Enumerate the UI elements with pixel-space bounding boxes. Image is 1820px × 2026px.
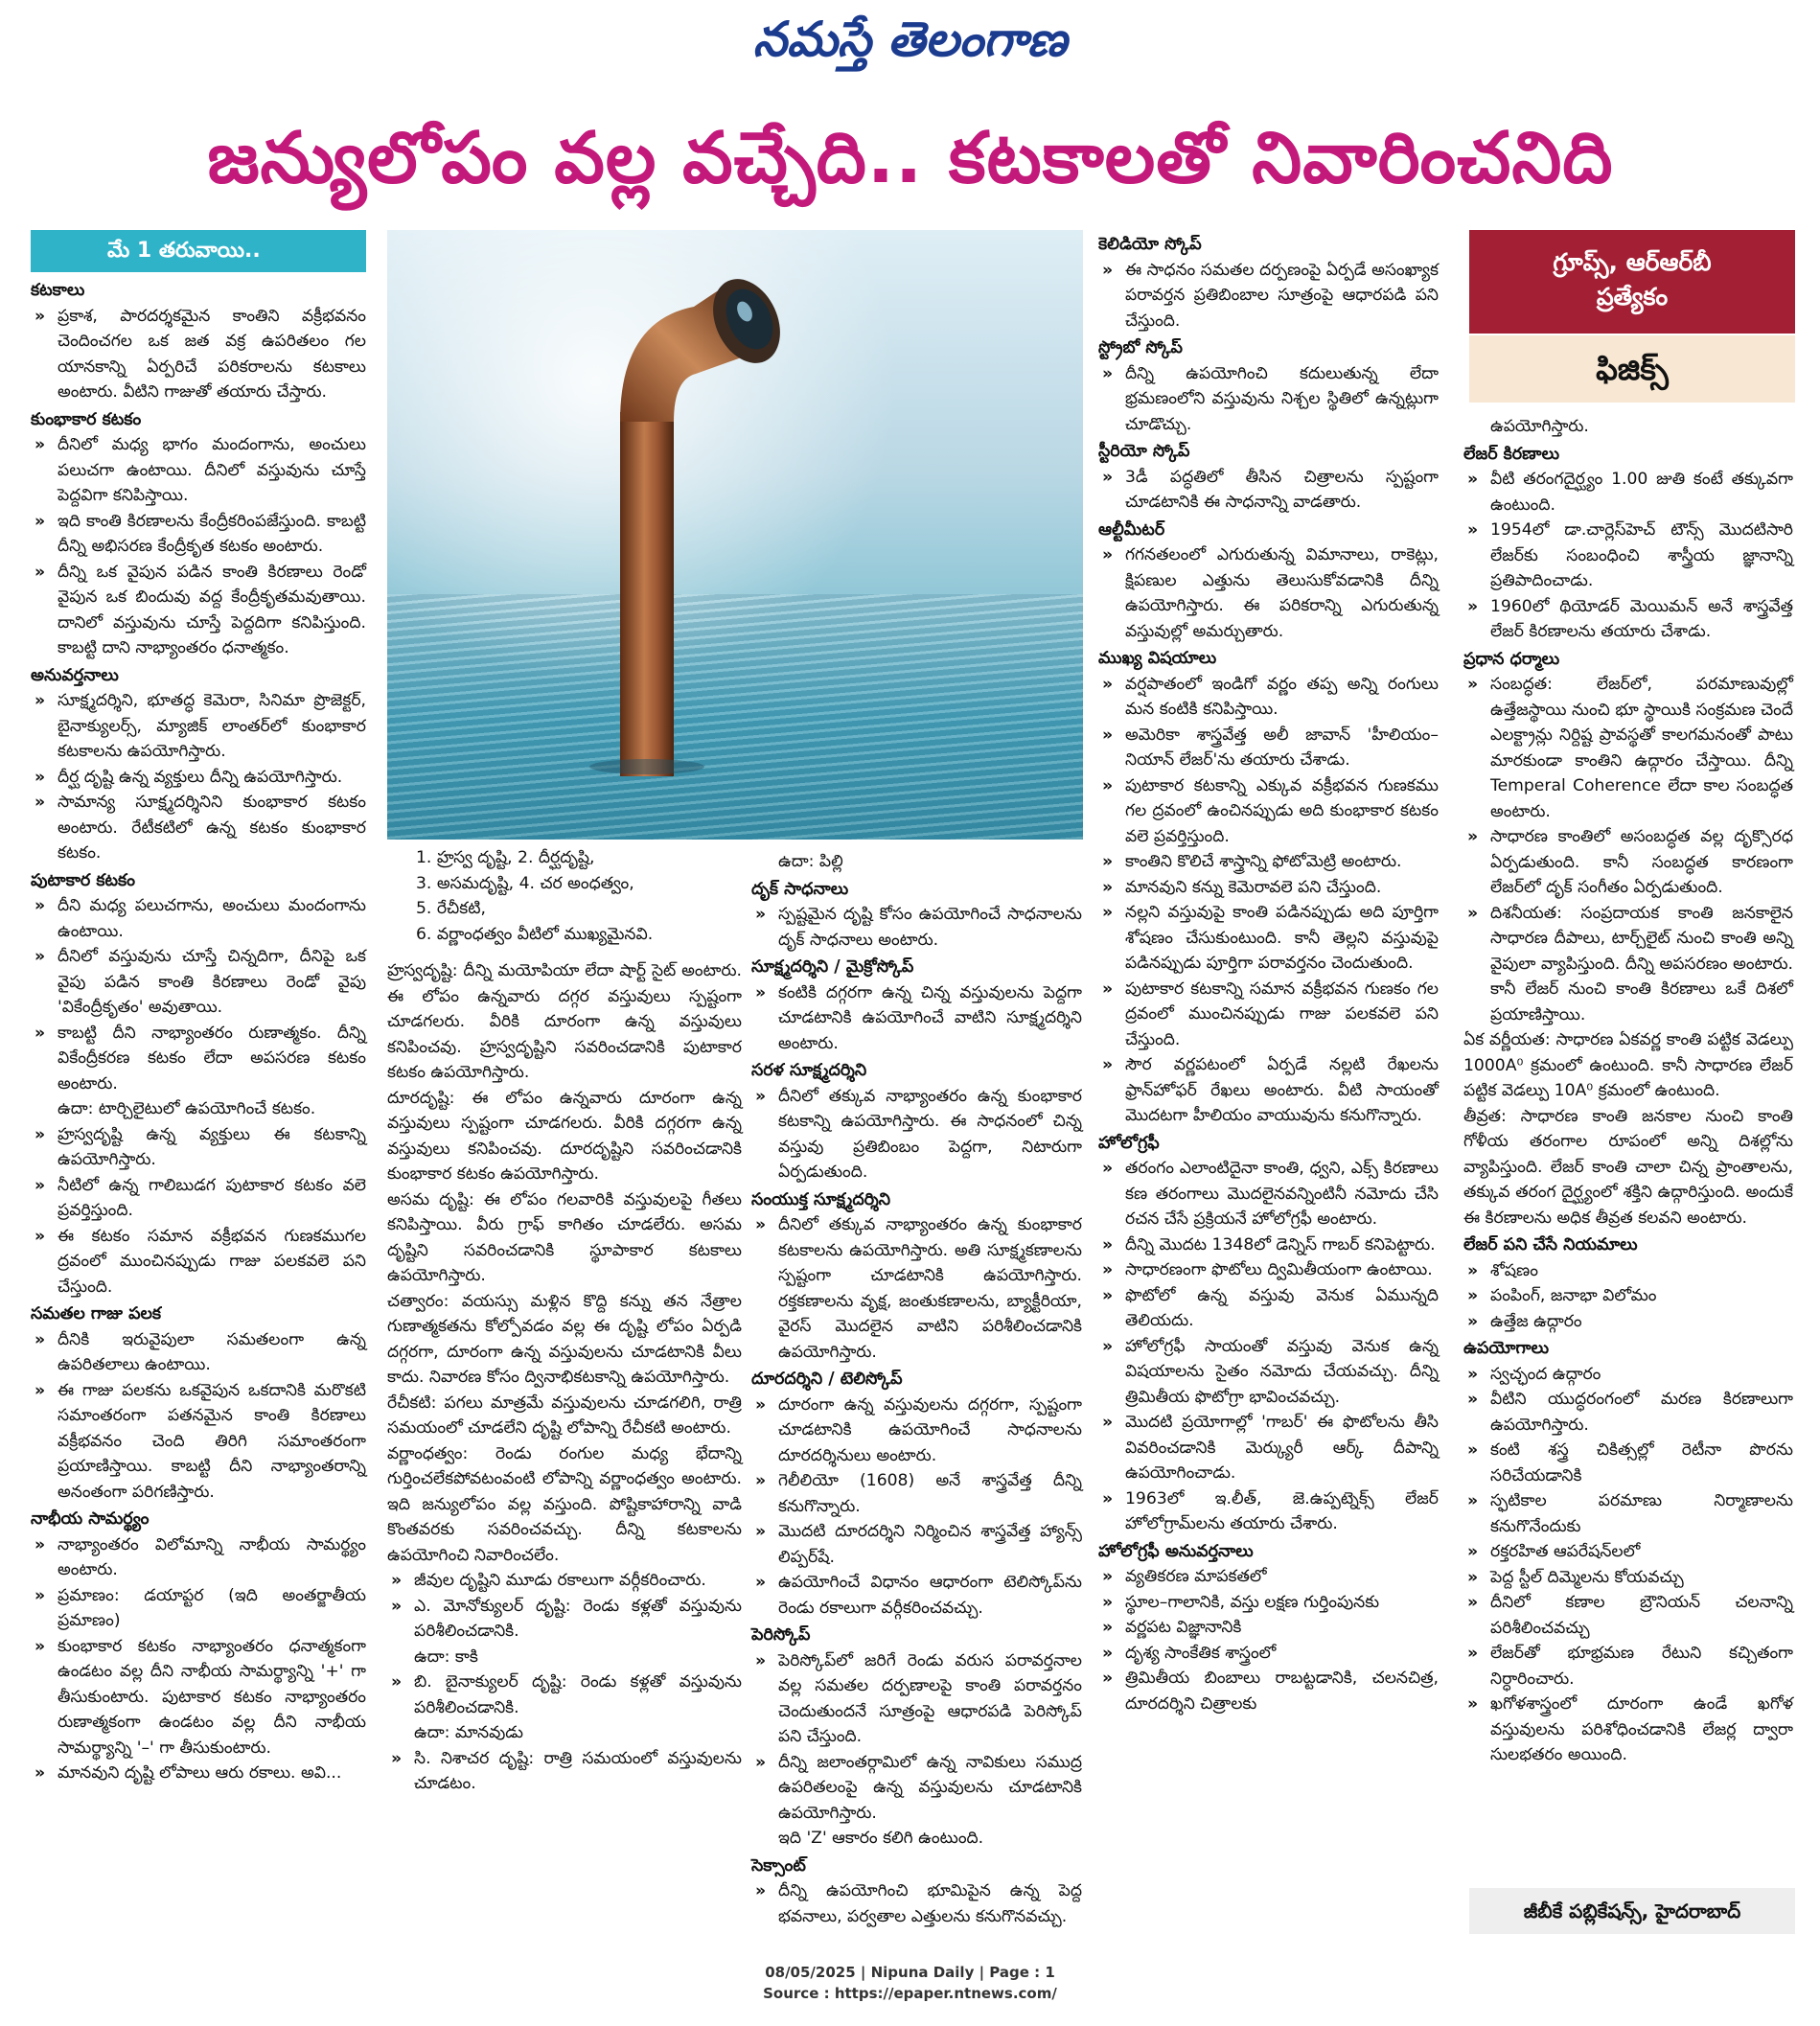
paragraph: » శోషణం xyxy=(1463,1258,1793,1284)
paragraph: ఏక వర్ణీయత: సాధారణ ఏకవర్ణ కాంతి పట్టిక వెడల్పు 1000A⁰ క్రమంలో ఉంటుంది. కానీ సాధారణ లేజర్‌ పట్టిక వెడల్పు 10A⁰ క్రమంలో ఉంటుంది. xyxy=(1463,1030,1793,1100)
paragraph: » ఈ కటకం సమాన వక్రీభవన గుణకముగల ద్రవంలో ముంచినప్పుడు గాజు పలకవలె పని చేస్తుంది. xyxy=(31,1224,366,1301)
paragraph: హ్రస్వదృష్టి: దీన్ని మయోపియా లేదా షార్ట్‌ సైట్‌ అంటారు. ఈ లోపం ఉన్నవారు దగ్గర వస్తువులు స్పష్టంగా చూడగలరు. వీరికి దూరంగా ఉన్న వస్తువులు కనిపించవు. హ్రస్వదృష్టిని సవరించడానికి పుటాకార కటకం ఉపయోగిస్తారు. xyxy=(387,961,742,1082)
paragraph: వర్ణాంధత్వం: రెండు రంగుల మధ్య భేదాన్ని గుర్తించలేకపోవటంవంటి లోపాన్ని వర్ణాంధత్వం అంటారు. ఇది జన్యులోపం వల్ల వస్తుంది. పోష్టికాహారాన్ని వాడి కొంతవరకు సవరించవచ్చు. దీన్ని కటకాలను ఉపయోగించి నివారించలేం. xyxy=(387,1443,742,1565)
section-heading: సంయుక్త సూక్ష్మదర్శిని xyxy=(751,1189,891,1209)
section-heading: లేజర్‌ కిరణాలు xyxy=(1463,444,1560,464)
paragraph: » కాంతిని కొలిచే శాస్త్రాన్ని ఫోటోమెట్రి అంటారు. xyxy=(1098,849,1439,875)
section-heading: అనువర్తనాలు xyxy=(31,665,119,685)
paragraph: » ఈ సాధనం సమతల దర్పణంపై ఏర్పడే అసంఖ్యాక పరావర్తన ప్రతిబింబాల సూత్రంపై ఆధారపడి పని చేస్తుంది. xyxy=(1098,258,1439,334)
paragraph: » నల్లని వస్తువుపై కాంతి పడినప్పుడు అది పూర్తిగా శోషణం చేసుకుంటుంది. కానీ తెల్లని వస్తువుపై పడినప్పుడు పూర్తిగా పరావర్తనం చెందుతుంది. xyxy=(1098,900,1439,977)
paragraph: » పుటాకార కటకాన్ని ఎక్కువ వక్రీభవన గుణకము గల ద్రవంలో ఉంచినప్పుడు అది కుంభాకార కటకం వలె ప్రవర్తిస్తుంది. xyxy=(1098,773,1439,850)
paragraph: » బి. బైనాక్యులర్‌ దృష్టి: రెండు కళ్లతో వస్తువును పరిశీలించడానికి. xyxy=(387,1669,742,1720)
continued-kicker: మే 1 తరువాయి.. xyxy=(31,230,366,272)
paragraph: » ఉత్తేజ ఉద్గారం xyxy=(1463,1309,1793,1335)
paragraph: » కంటికి దగ్గరగా ఉన్న చిన్న వస్తువులను పెద్దగా చూడటానికి ఉపయోగించే వాటిని సూక్ష్మదర్శిని అంటారు. xyxy=(751,980,1082,1057)
paragraph: » సాధారణ కాంతిలో అసంబద్ధత వల్ల దృక్సొరధ ఏర్పడుతుంది. కానీ సంబద్ధత కారణంగా లేజర్‌లో దృక్‌ సంగీతం ఏర్పడుతుంది. xyxy=(1463,824,1793,901)
section-heading: స్టీరియో స్కోప్‌ xyxy=(1098,442,1190,461)
paragraph: » దిశనీయత: సంప్రదాయక కాంతి జనకాలైన సాధారణ దీపాలు, టార్చ్‌లైట్‌ నుంచి కాంతి అన్ని వైపులా వ్యాపిస్తుంది. దీన్ని అపసరణం అంటారు. కానీ లేజర్‌ నుంచి కాంతి కిరణాలు ఒకే దిశలో ప్రయాణిస్తాయి. xyxy=(1463,901,1793,1028)
column-1 xyxy=(31,230,366,1786)
paragraph: ఉపయోగిస్తారు. xyxy=(1490,417,1589,436)
section-heading: దూరదర్శిని / టెలిస్కోప్‌ xyxy=(751,1370,903,1389)
paragraph: » తరంగం ఎలాంటిదైనా కాంతి, ధ్వని, ఎక్స్‌ కిరణాలు కణ తరంగాలు మొదలైనవన్నింటినీ నమోదు చేసి రచన చేసే ప్రక్రియనే హోలోగ్రఫీ అంటారు. xyxy=(1098,1156,1439,1232)
column-3-body xyxy=(751,849,1082,1929)
section-heading: ముఖ్య విషయాలు xyxy=(1098,649,1217,668)
paragraph: » స్ఫటికాల పరమాణు నిర్మాణాలను కనుగొనేందుకు xyxy=(1463,1488,1793,1539)
paragraph: » 3డీ పద్ధతిలో తీసిన చిత్రాలను స్పష్టంగా చూడటానికి ఈ సాధనాన్ని వాడతారు. xyxy=(1098,465,1439,516)
paragraph: » సి. నిశాచర దృష్టి: రాత్రి సమయంలో వస్తువులను చూడటం. xyxy=(387,1746,742,1797)
paragraph: » నాభ్యాంతరం విలోమాన్ని నాభీయ సామర్థ్యం అంటారు. xyxy=(31,1532,366,1583)
paragraph: » పుటాకార కటకాన్ని సమాన వక్రీభవన గుణకం గల ద్రవంలో ముంచినప్పుడు గాజు పలకవలె పని చేస్తుంది. xyxy=(1098,977,1439,1053)
paragraph: » వీటి తరంగదైర్ఘ్యం 1.00 జుతి కంటే తక్కువగా ఉంటుంది. xyxy=(1463,467,1793,518)
paragraph: » దీనిలో తక్కువ నాభ్యాంతరం ఉన్న కుంభాకార కటకాన్ని ఉపయోగిస్తారు. ఈ సాధనంలో చిన్న వస్తువు ప్రతిబింబం పెద్దగా, నిటారుగా ఏర్పడుతుంది. xyxy=(751,1084,1082,1186)
list-item: 1. హ్రస్వ దృష్టి, 2. దీర్ఘదృష్టి, xyxy=(416,848,595,867)
paragraph: » సామాన్య సూక్ష్మదర్శినిని కుంభాకార కటకం అంటారు. రేటీకటిలో ఉన్న కటకం కుంభాకార కటకం. xyxy=(31,790,366,866)
paragraph: » హోలోగ్రఫీ సాయంతో వస్తువు వెనుక ఉన్న విషయాలను సైతం నమోదు చేయవచ్చు. దీన్ని త్రిమితీయ ఫొటోగ్రా భావించవచ్చు. xyxy=(1098,1334,1439,1411)
paragraph: దూరదృష్టి: ఈ లోపం ఉన్నవారు దూరంగా ఉన్న వస్తువులు స్పష్టంగా చూడగలరు. వీరికి దగ్గరగా ఉన్న వస్తువులు కనిపించవు. దూరదృష్టిని సవరించడానికి కుంభాకార కటకం ఉపయోగిస్తారు. xyxy=(387,1088,742,1184)
paragraph: » సాధారణంగా ఫొటోలు ద్విమితీయంగా ఉంటాయి. xyxy=(1098,1257,1439,1283)
paragraph: ఉదా: మానవుడు xyxy=(414,1723,523,1742)
paragraph: » దీన్ని జలాంతర్గామిలో ఉన్న నావికులు సముద్ర ఉపరితలంపై ఉన్న వస్తువులను చూడటానికి ఉపయోగిస్తారు. xyxy=(751,1750,1082,1827)
paragraph: అసమ దృష్టి: ఈ లోపం గలవారికి వస్తువులపై గీతలు కనిపిస్తాయి. వీరు గ్రాఫ్‌ కాగితం చూడలేరు. అసమ దృష్టిని సవరించడానికి స్థూపాకార కటకాలు ఉపయోగిస్తారు. xyxy=(387,1189,742,1285)
paragraph: » కుంభాకార కటకం నాభ్యాంతరం ధనాత్మకంగా ఉండటం వల్ల దీని నాభీయ సామర్థ్యాన్ని '+' గా తీసుకుంటారు. పుటాకార కటకం నాభ్యాంతరం రుణాత్మకంగా ఉండటం వల్ల దీని నాభీయ సామర్థ్యాన్ని '–' గా తీసుకుంటారు. xyxy=(31,1634,366,1761)
paragraph: » నీటిలో ఉన్న గాలిబుడగ పుటాకార కటకం వలె ప్రవర్తిస్తుంది. xyxy=(31,1173,366,1224)
vision-defects-list xyxy=(412,845,738,947)
paragraph: » దీనిలో తక్కువ నాభ్యాంతరం ఉన్న కుంభాకార కటకాలను ఉపయోగిస్తారు. అతి సూక్ష్మకణాలను స్పష్టంగా చూడటానికి ఉపయోగిస్తారు. రక్తకణాలను వృక్ష, జంతుకణాలను, బ్యాక్టీరియా, వైరస్‌ మొదలైన వాటిని పరిశీలించడానికి ఉపయోగిస్తారు. xyxy=(751,1212,1082,1365)
column-4-body xyxy=(1098,230,1439,1716)
paragraph: » దృశ్య సాంకేతిక శాస్త్రంలో xyxy=(1098,1641,1439,1667)
paragraph: » స్వచ్ఛంద ఉద్గారం xyxy=(1463,1362,1793,1388)
paragraph: » హ్రస్వదృష్టి ఉన్న వ్యక్తులు ఈ కటకాన్ని ఉపయోగిస్తారు. xyxy=(31,1122,366,1173)
paragraph: » స్థూల–గాలానికి, వస్తు లక్షణ గుర్తింపునకు xyxy=(1098,1590,1439,1616)
paragraph: ఇది 'Z' ఆకారం కలిగి ఉంటుంది. xyxy=(778,1829,984,1848)
paragraph: » వీటిని యుద్ధరంగంలో మరణ కిరణాలుగా ఉపయోగిస్తారు. xyxy=(1463,1387,1793,1438)
list-item: 6. వర్ణాంధత్వం వీటిలో ముఖ్యమైనవి. xyxy=(416,924,654,944)
paragraph: » రక్తరహిత ఆపరేషన్‌లలో xyxy=(1463,1539,1793,1565)
paragraph: చత్వారం: వయస్సు మళ్లిన కొద్ది కన్ను తన నేత్రాల గుణాత్మకతను కోల్పోవడం వల్ల ఈ దృష్టి లోపం ఏర్పడి దగ్గరగా, దూరంగా ఉన్న వస్తువులను చూడటానికి వీలు కాదు. నివారణ కోసం ద్వినాభికటకాన్ని ఉపయోగిస్తారు. xyxy=(387,1291,742,1387)
paragraph: » దీన్ని మొదట 1348లో డెన్నిస్‌ గాబర్‌ కనిపెట్టారు. xyxy=(1098,1232,1439,1258)
subject-badge: ఫిజిక్స్‌ xyxy=(1469,335,1795,403)
article-headline: జన్యులోపం వల్ల వచ్చేది.. కటకాలతో నివారించనిది xyxy=(207,117,1614,199)
section-heading: కుంభాకార కటకం xyxy=(31,409,142,429)
paragraph: » దీన్ని ఒక వైపున పడిన కాంతి కిరణాలు రెండో వైపున ఒక బిందువు వద్ద కేంద్రీకృతమవుతాయి. దానిలో వస్తువును చూస్తే పెద్దదిగా కనిపిస్తుంది. కాబట్టి దాని నాభ్యాంతరం ధనాత్మకం. xyxy=(31,560,366,661)
section-heading: హోలోగ్రఫీ xyxy=(1098,1133,1160,1153)
paragraph: » అమెరికా శాస్త్రవేత్త అలీ జావాన్‌ 'హీలియం–నియాన్‌ లేజర్‌'ను తయారు చేశాడు. xyxy=(1098,723,1439,773)
paragraph: » దీన్ని ఉపయోగించి కదులుతున్న లేదా భ్రమణంలోని వస్తువును నిశ్చల స్థితిలో ఉన్నట్లుగా చూడొచ్చు. xyxy=(1098,361,1439,438)
paragraph: » ఈ గాజు పలకను ఒకవైపున ఒకదానికి మరొకటి సమాంతరంగా పతనమైన కాంతి కిరణాలు వక్రీభవనం చెంది తిరిగి సమాంతరంగా ప్రయాణిస్తాయి. కాబట్టి దీని నాభ్యాంతరాన్ని అనంతంగా పరిగణిస్తారు. xyxy=(31,1378,366,1506)
paragraph: » స్పష్టమైన దృష్టి కోసం ఉపయోగించే సాధనాలను దృక్‌ సాధనాలు అంటారు. xyxy=(751,902,1082,953)
paragraph: ఉదా: కాకి xyxy=(414,1646,478,1667)
section-heading: లేజర్‌ పని చేసే నియమాలు xyxy=(1463,1235,1638,1255)
section-heading: ఉపయోగాలు xyxy=(1463,1339,1550,1358)
paragraph: » ఖగోళశాస్త్రంలో దూరంగా ఉండే ఖగోళ వస్తువులను పరిశోధించడానికి లేజర్ల ద్వారా సులభతరం అయింది. xyxy=(1463,1692,1793,1768)
paragraph: » ప్రకాశ, పారదర్శకమైన కాంతిని వక్రీభవనం చెందించగల ఒక జత వక్ర ఉపరితలం గల యానకాన్ని ఏర్పరిచే పరికరాలను కటకాలు అంటారు. వీటిని గాజుతో తయారు చేస్తారు. xyxy=(31,304,366,405)
newspaper-masthead: నమస్తే తెలంగాణ xyxy=(752,11,1068,67)
paragraph: » వర్ణపట విజ్ఞానానికి xyxy=(1098,1615,1439,1641)
water-ripple xyxy=(589,759,704,774)
section-heading: సమతల గాజు పలక xyxy=(31,1304,162,1324)
column-2-body xyxy=(387,958,742,1797)
section-heading: పుటాకార కటకం xyxy=(31,870,136,890)
paragraph: » దీనిలో కణాల బ్రౌనియన్‌ చలనాన్ని పరిశీలించవచ్చు xyxy=(1463,1590,1793,1641)
periscope-photo xyxy=(387,230,1083,840)
footer-date-page: 08/05/2025 | Nipuna Daily | Page : 1 xyxy=(765,1964,1055,1981)
paragraph: » త్రిమితీయ బింబాలు రాబట్టడానికి, చలనచిత్ర, దూరదర్శిని చిత్రాలకు xyxy=(1098,1666,1439,1716)
section-heading: ఆల్టీమీటర్‌ xyxy=(1098,519,1165,540)
paragraph: » జీవుల దృష్టిని మూడు రకాలుగా వర్గీకరించారు. xyxy=(387,1568,742,1594)
paragraph: » వర్షపాతంలో ఇండిగో వర్ణం తప్ప అన్ని రంగులు మన కంటికి కనిపిస్తాయి. xyxy=(1098,672,1439,723)
paragraph: » దీర్ఘ దృష్టి ఉన్న వ్యక్తులు దీన్ని ఉపయోగిస్తారు. xyxy=(31,765,366,791)
column-1-body xyxy=(31,278,366,1786)
publisher-credit: జీబీకే పబ్లికేషన్స్‌, హైదరాబాద్‌ xyxy=(1469,1888,1795,1934)
paragraph: » ప్రమాణం: డయాప్టర (ఇది అంతర్జాతీయ ప్రమాణం) xyxy=(31,1583,366,1634)
badge-line-1: గ్రూప్స్‌, ఆర్‌ఆర్‌బీ xyxy=(1553,248,1712,276)
paragraph: » ఎ. మోనోక్యులర్‌ దృష్టి: రెండు కళ్లతో వస్తువును పరిశీలించడానికి. xyxy=(387,1594,742,1645)
paragraph: » దీనిలో మధ్య భాగం మందంగాను, అంచులు పలుచగా ఉంటాయి. దీనిలో వస్తువును చూస్తే పెద్దవిగా కనిపిస్తాయి. xyxy=(31,432,366,509)
column-5-body xyxy=(1463,414,1793,1768)
section-heading: నాభీయ సామర్థ్యం xyxy=(31,1509,150,1529)
section-heading: కెలిడియో స్కోప్‌ xyxy=(1098,235,1202,254)
periscope-illustration xyxy=(387,230,1083,840)
paragraph: » గెలీలియో (1608) అనే శాస్త్రవేత్త దీన్ని కనుగొన్నారు. xyxy=(751,1468,1082,1519)
paragraph: » దీనికి ఇరువైపులా సమతలంగా ఉన్న ఉపరితలాలు ఉంటాయి. xyxy=(31,1327,366,1378)
section-heading: సూక్ష్మదర్శిని / మైక్రోస్కోప్‌ xyxy=(751,957,914,977)
page-footer xyxy=(0,1962,1820,2004)
paragraph: » ఉపయోగించే విధానం ఆధారంగా టెలిస్కోప్‌ను రెండు రకాలుగా వర్గీకరించవచ్చు. xyxy=(751,1570,1082,1621)
paragraph: » కంటి శస్త్ర చికిత్సల్లో రెటీనా పొరను సరిచేయడానికి xyxy=(1463,1438,1793,1488)
paragraph: » లేజర్‌తో భూభ్రమణ రేటుని కచ్చితంగా నిర్ధారించారు. xyxy=(1463,1641,1793,1692)
list-item: 3. అసమదృష్టి, 4. చర అంధత్వం, xyxy=(416,873,634,893)
section-heading: సరళ సూక్ష్మదర్శిని xyxy=(751,1061,867,1080)
paragraph: » పెరిస్కోప్‌లో జరిగే రెండు వరుస పరావర్తనాల వల్ల సమతల దర్పణాలపై కాంతి పరావర్తనం చెందుతుందనే సూత్రంపై ఆధారపడి పెరిస్కోప్‌ పని చేస్తుంది. xyxy=(751,1648,1082,1750)
paragraph: ఉదా: పిల్లి xyxy=(778,852,843,871)
paragraph: » కాబట్టి దీని నాభ్యాంతరం రుణాత్మకం. దీన్ని వికేంద్రీకరణ కటకం లేదా అపసరణ కటకం అంటారు. xyxy=(31,1021,366,1097)
badge-line-2: ప్రత్యేకం xyxy=(1596,283,1669,311)
paragraph: » పంపింగ్‌, జనాభా విలోమం xyxy=(1463,1283,1793,1309)
paragraph: » 1954లో డా.చార్లెస్‌హెచ్‌ టౌన్స్‌ మొదటిసారి లేజర్‌కు సంబంధించి శాస్త్రీయ జ్ఞానాన్ని ప్రతిపాదించాడు. xyxy=(1463,518,1793,594)
paragraph: తీవ్రత: సాధారణ కాంతి జనకాల నుంచి కాంతి గోళీయ తరంగాల రూపంలో అన్ని దిశల్లోను వ్యాపిస్తుంది. లేజర్‌ కాంతి చాలా చిన్న ప్రాంతాలను, తక్కువ తరంగ దైర్ఘ్యంలో శక్తిని ఉద్గారిస్తుంది. అందుకే ఈ కిరణాలను అధిక తీవ్రత కలవని అంటారు. xyxy=(1463,1106,1793,1228)
paragraph: » సూక్ష్మదర్శిని, భూతద్ధ కెమెరా, సినిమా ప్రొజెక్టర్‌, బైనాక్యులర్స్‌, మ్యాజిక్‌ లాంతర్‌లో కుంభాకార కటకాలను ఉపయోగిస్తారు. xyxy=(31,688,366,765)
paragraph: రేచీకటి: పగలు మాత్రమే వస్తువులను చూడగలిగి, రాత్రి సమయంలో చూడలేని దృష్టి లోపాన్ని రేచీకటి అంటారు. xyxy=(387,1393,742,1438)
paragraph: » దీన్ని ఉపయోగించి భూమిపైన ఉన్న పెద్ద భవనాలు, పర్వతాల ఎత్తులను కనుగొనవచ్చు. xyxy=(751,1878,1082,1929)
paragraph: ఉదా: టార్చిలైటులో ఉపయోగించే కటకం. xyxy=(58,1099,316,1118)
paragraph: » పెద్ద స్టీల్‌ దిమ్మెలను కోయవచ్చు xyxy=(1463,1565,1793,1591)
paragraph: » మానవుని కన్ను కెమెరావలె పని చేస్తుంది. xyxy=(1098,875,1439,901)
section-heading: పెరిస్కోప్‌ xyxy=(751,1625,811,1645)
paragraph: » మానవుని దృష్టి లోపాలు ఆరు రకాలు. అవి... xyxy=(31,1761,366,1786)
paragraph: » దీని మధ్య పలుచగాను, అంచులు మందంగాను ఉంటాయి. xyxy=(31,893,366,944)
paragraph: » ఇది కాంతి కిరణాలను కేంద్రీకరింపజేస్తుంది. కాబట్టి దీన్ని అభిసరణ కేంద్రీకృత కటకం అంటారు. xyxy=(31,509,366,560)
paragraph: » దూరంగా ఉన్న వస్తువులను దగ్గరగా, స్పష్టంగా చూడటానికి ఉపయోగించే సాధనాలను దూరదర్శినులు అంటారు. xyxy=(751,1393,1082,1469)
section-heading: ప్రధాన ధర్మాలు xyxy=(1463,649,1560,669)
periscope-tube xyxy=(620,412,674,776)
paragraph: » మొదటి దూరదర్శిని నిర్మించిన శాస్త్రవేత్త హ్యాన్స్‌ లిప్పర్‌షే. xyxy=(751,1519,1082,1570)
paragraph: » 1963లో ఇ.లీత్‌, జె.ఉప్పట్నెక్స్‌ లేజర్‌ హోలోగ్రామ్‌లను తయారు చేశారు. xyxy=(1098,1486,1439,1537)
paragraph: » సంబద్ధత: లేజర్‌లో, పరమాణువుల్లో ఉత్తేజస్థాయి నుంచి భూ స్థాయికి సంక్రమణ చెందే ఎలక్ట్రాన్లు నిర్దిష్ట ప్రావస్థతో కాలగమనంతో పాటు మారకుండా కాంతిని ఉద్గారం చేస్తాయి. దీన్ని Temperal Coherence లేదా కాల సంబద్ధత అంటారు. xyxy=(1463,672,1793,824)
section-heading: దృక్‌ సాధనాలు xyxy=(751,879,849,899)
paragraph: » దీనిలో వస్తువును చూస్తే చిన్నదిగా, దీనిపై ఒక వైపు పడిన కాంతి కిరణాలు రెండో వైపు 'వికేంద్రీకృతం' అవుతాయి. xyxy=(31,944,366,1021)
list-item: 5. రేచీకటి, xyxy=(416,899,486,918)
paragraph: » సౌర వర్ణపటంలో ఏర్పడే నల్లటి రేఖలను ఫ్రాన్‌హోఫర్‌ రేఖలు అంటారు. వీటి సాయంతో మొదటగా హీలియం వాయువును కనుగొన్నారు. xyxy=(1098,1052,1439,1129)
section-heading: హోలోగ్రఫీ అనువర్తనాలు xyxy=(1098,1541,1254,1561)
paragraph: » 1960లో థియోడర్‌ మెయిమన్‌ అనే శాస్త్రవేత్త లేజర్‌ కిరణాలను తయారు చేశాడు. xyxy=(1463,594,1793,645)
section-heading: స్ట్రోబో స్కోప్‌ xyxy=(1098,338,1183,357)
paragraph: » మొదటి ప్రయోగాల్లో 'గాబర్‌' ఈ ఫొటోలను తీసి వివరించడానికి మెర్క్యురీ ఆర్క్‌ దీపాన్ని ఉపయోగించాడు. xyxy=(1098,1410,1439,1486)
paragraph: » వ్యతికరణ మాపకతలో xyxy=(1098,1564,1439,1590)
paragraph: » గగనతలంలో ఎగురుతున్న విమానాలు, రాకెట్లు, క్షిపణుల ఎత్తును తెలుసుకోవడానికి దీన్ని ఉపయోగిస్తారు. ఈ పరికరాన్ని ఎగురుతున్న వస్తువుల్లో అమర్చుతారు. xyxy=(1098,542,1439,644)
section-heading: సెక్సాంట్‌ xyxy=(751,1855,806,1876)
paragraph: » ఫొటోలో ఉన్న వస్తువు వెనుక ఏమున్నది తెలియదు. xyxy=(1098,1283,1439,1334)
exam-special-badge xyxy=(1469,230,1795,334)
section-heading: కటకాలు xyxy=(31,281,85,300)
footer-source: Source : https://epaper.ntnews.com/ xyxy=(763,1985,1057,2002)
